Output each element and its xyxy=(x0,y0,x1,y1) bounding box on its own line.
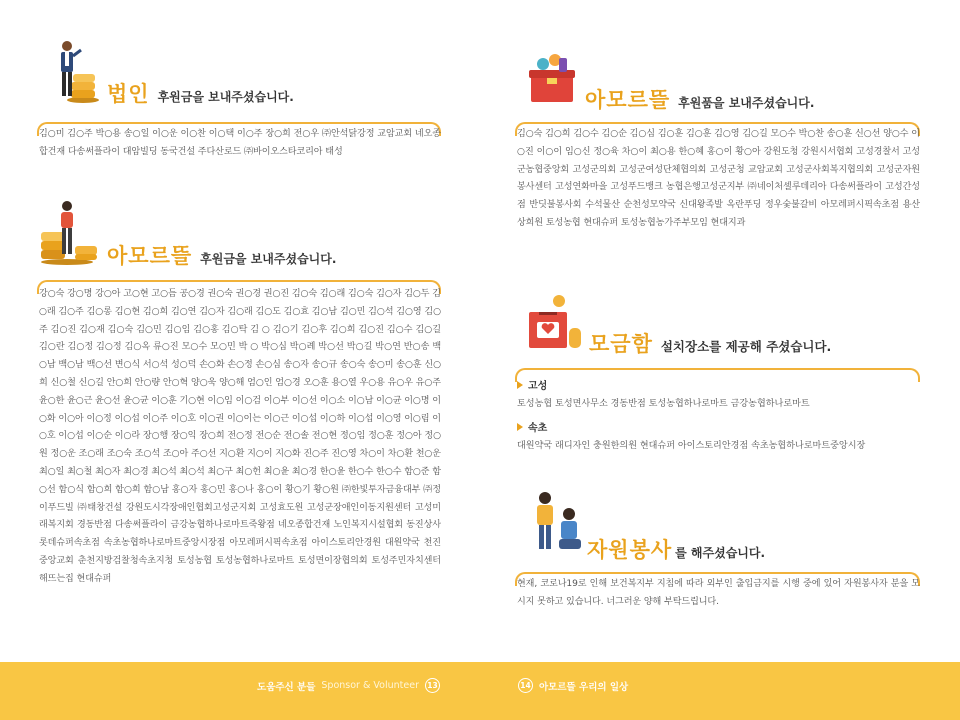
volunteers-icon xyxy=(525,488,589,554)
corp-text: 김○미 김○주 박○용 송○일 이○운 이○찬 이○택 이○주 장○희 전○우 ㈜안석닭강정 교암교회 네오종합건재 다송써플라이 대암빌딩 동국건설 주다산로드 ㈜바이오스타코리아 태성 xyxy=(39,129,441,157)
amo-subtitle: 후원금을 보내주셨습니다. xyxy=(200,252,337,266)
goods-title: 아모르뜰 xyxy=(585,88,671,112)
footer-right xyxy=(518,678,628,693)
location-gosung xyxy=(517,377,547,392)
corp-subtitle: 후원금을 보내주셨습니다. xyxy=(157,90,294,104)
corp-title: 법인 xyxy=(107,82,150,106)
location-text: 토성농협 토성면사무소 경동반점 토성농협하나로마트 금강농협하나로마트 xyxy=(517,399,810,409)
triangle-icon xyxy=(517,381,523,389)
footer-section-subtitle: Sponsor & Volunteer xyxy=(321,680,419,691)
volunteer-title: 자원봉사 xyxy=(587,538,673,562)
footer-left xyxy=(257,678,440,693)
goods-subtitle: 후원품을 보내주셨습니다. xyxy=(678,96,815,110)
corp-section xyxy=(37,38,441,168)
gift-box-icon xyxy=(525,52,579,104)
amo-section xyxy=(37,198,441,618)
footer-section-title-right: 아모르뜰 우리의 일상 xyxy=(539,681,629,693)
page-number-left: 13 xyxy=(425,678,440,693)
footer-section-title: 도움주신 분들 xyxy=(257,681,316,693)
businessman-coins-icon xyxy=(45,38,107,104)
location-name: 속초 xyxy=(528,423,548,434)
box-bracket xyxy=(515,368,920,382)
footer-bar xyxy=(0,662,960,720)
woman-coins-icon xyxy=(37,198,103,266)
goods-section xyxy=(515,52,920,252)
page-number-right: 14 xyxy=(518,678,533,693)
box-section xyxy=(515,292,920,462)
donation-box-icon xyxy=(525,292,587,354)
box-subtitle: 설치장소를 제공해 주셨습니다. xyxy=(660,339,832,354)
triangle-icon xyxy=(517,423,523,431)
amo-text: 강○숙 강○명 강○아 고○현 고○듬 공○경 권○숙 권○경 권○진 김○숙 김○래 김○숙 김○자 김○두 김○래 김○주 김○롱 김○현 김○희 김○연 김○자 김○래 김○도 김○효 김○남 김○민 김○석 김○영 김○주 김○진 김○재 김○숙 김○민 김○임 김○홍 김○탁 김 ○ 김○기 김○후 김○희 김○진 김○수 김○길 김○란 김○정 김○정 김○옥 류○진 모○수 모○민 박 ○ 박○심 박○례 박○선 박○길 박○연 반○송 백○남 백○남 백○선 변○식 서○석 성○덕 손○화 손○정 손○심 송○자 송○규 송○숙 송○미 송○훈 신○희 신○철 신○길 안○희 안○량 안○혁 양○욱 양○해 엄○인 엄○경 오○훈 용○열 우○용 유○우 유○주 윤○한 윤○근 윤○선 윤○균 이○훈 기○현 이○임 이○검 이○부 이○선 이○소 이○남 이○균 이○명 이○화 이○아 이○정 이○섭 이○주 이○호 이○권 이○이는 이○근 이○섭 이○하 이○섭 이○영 이○림 이○호 이○섭 이○순 이○라 장○행 장○익 장○희 전○정 전○순 전○솔 전○현 정○임 정○훈 정○아 정○원 정○운 조○래 조○숙 조○석 조○아 주○선 지○환 지○이 지○화 진○주 진○영 차○이 차○환 천○운 최○일 최○철 최○자 최○경 최○석 최○석 최○구 최○헌 최○윤 최○경 한○윤 한○수 한○수 함○준 함○선 함○식 함○희 함○희 함○남 홍○자 홍○민 홍○나 홍○이 황○기 황○원 ㈜한빛투자금융대부 ㈜정이푸드빌 ㈜태창건설 강원도시각장애인협회고성군지회 고성효도원 고성군장애인이동지원센터 고성미래복지회 경동반점 다송써플라이 금강농협하나로마트죽왕점 네오종합건재 노인복지시설협회 동진상사 롯데슈퍼속초점 속초농협하나로마트중앙시장점 아모레퍼시픽속초점 아이스토리안경원 대원약국 천진중앙교회 춘천지방검찰청속초지청 토성농협 토성농협하나로마트 토성면이장협의회 토성주민자치센터 해뜨는집 현대슈퍼 xyxy=(39,289,441,584)
box-title: 모금함 xyxy=(589,332,653,356)
location-sokcho xyxy=(517,419,547,434)
volunteer-text: 현재, 코로나19로 인해 보건복지부 지침에 따라 외부인 출입금지를 시행 중에 있어 자원봉사자 분을 모시지 못하고 있습니다. 너그러운 양해 부탁드립니다. xyxy=(517,579,920,607)
location-text: 대원약국 래디자인 충원한의원 현대슈퍼 아이스토리안경점 속초농협하나로마트중앙시장 xyxy=(517,441,866,451)
amo-title: 아모르뜰 xyxy=(107,244,193,268)
volunteer-section xyxy=(515,488,920,628)
location-name: 고성 xyxy=(528,381,548,392)
volunteer-subtitle: 를 해주셨습니다. xyxy=(675,546,766,560)
goods-text: 김○숙 김○희 김○수 김○순 김○심 김○훈 김○훈 김○영 김○길 모○수 박○찬 송○훈 신○선 양○수 이○진 이○이 임○신 정○육 차○이 최○용 한○혜 홍○이 황○아 강원도청 강원시서협회 고성경찰서 고성군농협중앙회 고성군의회 고성군여성단체협의회 고성군청 교암교회 고성군사회복지협의회 고성군자원봉사센터 고성연화마을 고성푸드뱅크 농협은행고성군지부 ㈜네이처셀루데리아 다송써플라이 고성간성점 반딧불봉사회 수석물산 순천성모약국 신대왕족발 옥란푸딩 정우숯불갈비 아모레퍼시픽속초점 용산상희원 토성농협 현대슈퍼 토성농협농가주부모임 현대지과 xyxy=(517,129,920,228)
